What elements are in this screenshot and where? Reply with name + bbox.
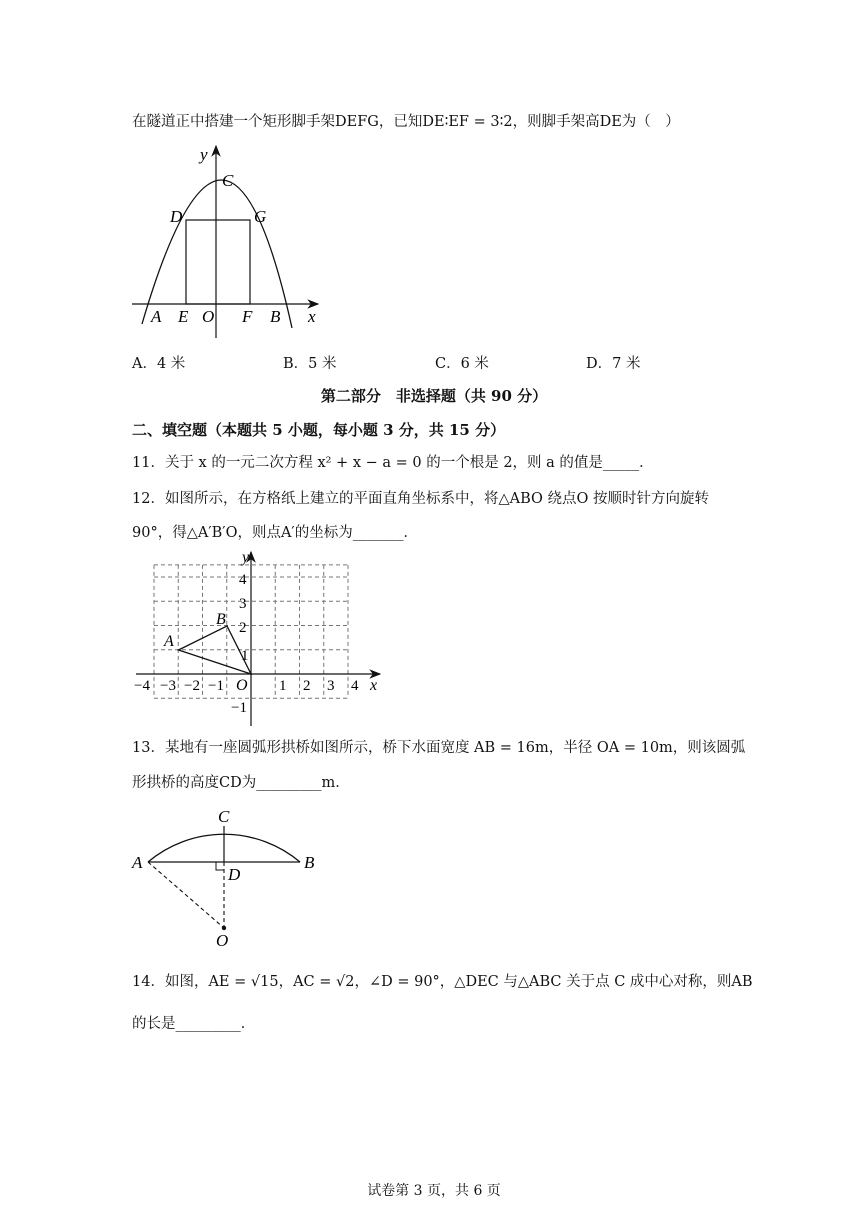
q12-ytick: −1 (231, 700, 247, 716)
q12-ytick: 2 (239, 620, 247, 636)
q12-grid-figure (130, 548, 390, 728)
q10-parabola-figure (128, 142, 328, 342)
page-footer: 试卷第 3 页，共 6 页 (367, 1183, 501, 1199)
q12-ytick: 3 (239, 596, 247, 612)
q10-label-e: E (178, 307, 189, 326)
q11-text: 11．关于 x 的一元二次方程 x² + x − a = 0 的一个根是 2，则 a 的值是_____． (132, 455, 654, 471)
q10-label-c: C (222, 171, 234, 190)
q12-label-b: B (216, 611, 226, 628)
q10-label-x: x (308, 307, 316, 326)
q13-label-d: D (228, 865, 241, 884)
q12-line1: 12．如图所示，在方格纸上建立的平面直角坐标系中，将△ABO 绕点O 按顺时针方向旋转 (132, 491, 709, 507)
q13-label-a: A (132, 853, 143, 872)
q10-label-y: y (200, 145, 208, 164)
q12-label-a: A (164, 633, 174, 650)
q12-label-o: O (236, 677, 248, 694)
q13-arch-figure (130, 806, 330, 950)
q12-label-x: x (370, 677, 378, 694)
q10-label-d: D (170, 207, 183, 226)
q13-label-o: O (216, 931, 229, 950)
q10-option-b: B．5 米 (283, 356, 337, 372)
q10-stem: 在隧道正中搭建一个矩形脚手架DEFG，已知DE∶EF = 3∶2，则脚手架高DE为（ ） (132, 114, 680, 130)
q10-label-f: F (242, 307, 253, 326)
section2-title: 二、填空题（本题共 5 小题，每小题 3 分，共 15 分） (132, 421, 506, 439)
q13-label-b: B (304, 853, 315, 872)
q12-xtick: 2 (303, 678, 311, 694)
q10-label-b: B (270, 307, 281, 326)
q13-line1: 13．某地有一座圆弧形拱桥如图所示，桥下水面宽度 AB = 16m，半径 OA = 10m，则该圆弧 (132, 740, 746, 756)
part2-title: 第二部分 非选择题（共 90 分） (320, 387, 548, 405)
q13-line2: 形拱桥的高度CD为_________m． (132, 775, 350, 791)
q10-option-c: C．6 米 (435, 356, 489, 372)
q13-label-c: C (218, 807, 230, 826)
q10-label-a: A (151, 307, 162, 326)
q14-line1: 14．如图，AE = √15，AC = √2，∠D = 90°，△DEC 与△ABC 关于点 C 成中心对称，则AB (132, 974, 753, 990)
q12-xtick: −1 (208, 678, 224, 694)
q12-ytick: 4 (239, 572, 247, 588)
q12-xtick: 3 (327, 678, 335, 694)
q10-label-g: G (254, 207, 267, 226)
q12-label-y: y (242, 549, 250, 566)
q12-xtick: −2 (184, 678, 200, 694)
q14-line2: 的长是_________． (132, 1016, 256, 1032)
q12-xtick: −3 (160, 678, 176, 694)
q10-option-d: D．7 米 (586, 356, 641, 372)
q12-xtick: −4 (134, 678, 150, 694)
q12-line2: 90°，得△A′B′O，则点A′的坐标为_______． (132, 525, 418, 541)
q10-option-a: A．4 米 (132, 356, 186, 372)
q10-label-o: O (202, 307, 215, 326)
q12-xtick: 1 (279, 678, 287, 694)
q12-xtick: 4 (351, 678, 359, 694)
q12-ytick: 1 (241, 648, 249, 664)
